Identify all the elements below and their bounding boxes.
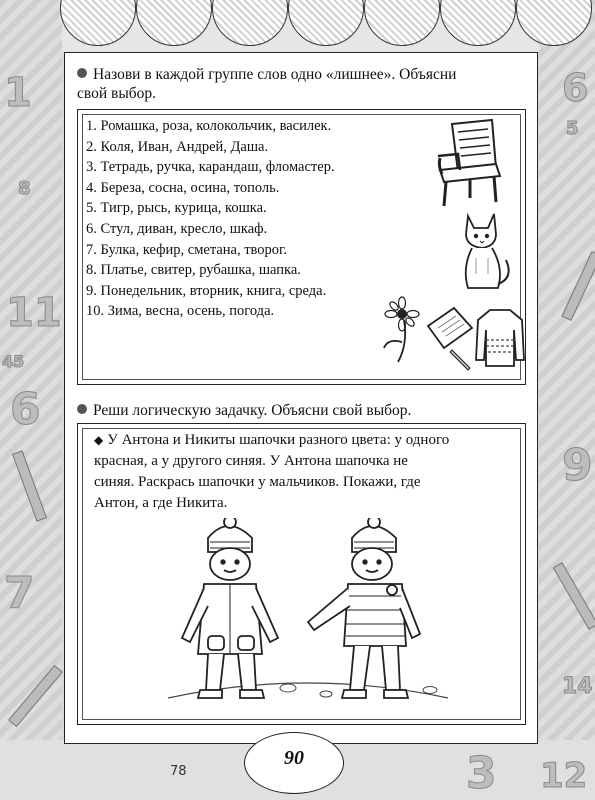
decor-number: 45 xyxy=(2,352,25,371)
decor-number: 7 xyxy=(4,568,35,619)
list-item: 2. Коля, Иван, Андрей, Даша. xyxy=(86,138,269,155)
list-item: 4. Береза, сосна, осина, тополь. xyxy=(86,179,280,196)
task2-instruction-text: Реши логическую задачку. Объясни свой выбор. xyxy=(93,402,412,419)
task1-box xyxy=(77,109,526,385)
decor-number: 11 xyxy=(6,290,62,336)
diamond-bullet-icon: ◆ xyxy=(94,433,104,447)
task1-instruction-line2: свой выбор. xyxy=(77,85,157,102)
list-item: 9. Понедельник, вторник, книга, среда. xyxy=(86,282,327,299)
decor-number: 6 xyxy=(562,66,589,110)
decor-number: 78 xyxy=(170,764,187,779)
decor-number: 9 xyxy=(562,440,593,491)
armchair-icon xyxy=(434,118,504,210)
decor-number: 6 xyxy=(10,384,41,435)
task2-box xyxy=(77,423,526,725)
list-item: 8. Платье, свитер, рубашка, шапка. xyxy=(86,262,301,279)
decor-number: 3 xyxy=(466,748,497,799)
puzzle-line: красная, а у другого синяя. У Антона шапочка не xyxy=(94,453,408,469)
page-number: 90 xyxy=(244,732,344,794)
sweater-icon xyxy=(474,306,526,370)
decor-number: 12 xyxy=(540,756,588,796)
decor-number: 8 xyxy=(18,178,31,199)
boy-left xyxy=(182,518,278,698)
task1-instruction xyxy=(77,65,456,103)
cat-icon xyxy=(454,208,516,294)
task1-instruction-line1: Назови в каждой группе слов одно «лишнее». Объясни xyxy=(93,66,457,83)
word-groups-list xyxy=(86,116,335,322)
list-item: 7. Булка, кефир, сметана, творог. xyxy=(86,241,287,258)
puzzle-line: синяя. Раскрась шапочки у мальчиков. Покажи, где xyxy=(94,474,421,490)
puzzle-line: У Антона и Никиты шапочки разного цвета: у одного xyxy=(107,432,450,448)
bullet-icon xyxy=(77,404,87,414)
list-item: 6. Стул, диван, кресло, шкаф. xyxy=(86,220,268,237)
bullet-icon xyxy=(77,68,87,78)
worksheet-page xyxy=(64,52,538,744)
decor-number: 14 xyxy=(562,674,593,699)
logic-puzzle-text xyxy=(94,430,499,514)
list-item: 1. Ромашка, роза, колокольчик, василек. xyxy=(86,118,332,134)
boy-right xyxy=(308,518,420,698)
decor-number: 1 xyxy=(4,70,32,116)
list-item: 10. Зима, весна, осень, погода. xyxy=(86,303,275,320)
task2-instruction xyxy=(77,401,411,420)
two-boys-illustration xyxy=(158,518,458,714)
notebook-and-pencil-icon xyxy=(424,306,476,372)
decor-number: 5 xyxy=(566,118,579,139)
list-item: 3. Тетрадь, ручка, карандаш, фломастер. xyxy=(86,159,335,176)
list-item: 5. Тигр, рысь, курица, кошка. xyxy=(86,200,267,217)
puzzle-line: Антон, а где Никита. xyxy=(94,495,228,511)
